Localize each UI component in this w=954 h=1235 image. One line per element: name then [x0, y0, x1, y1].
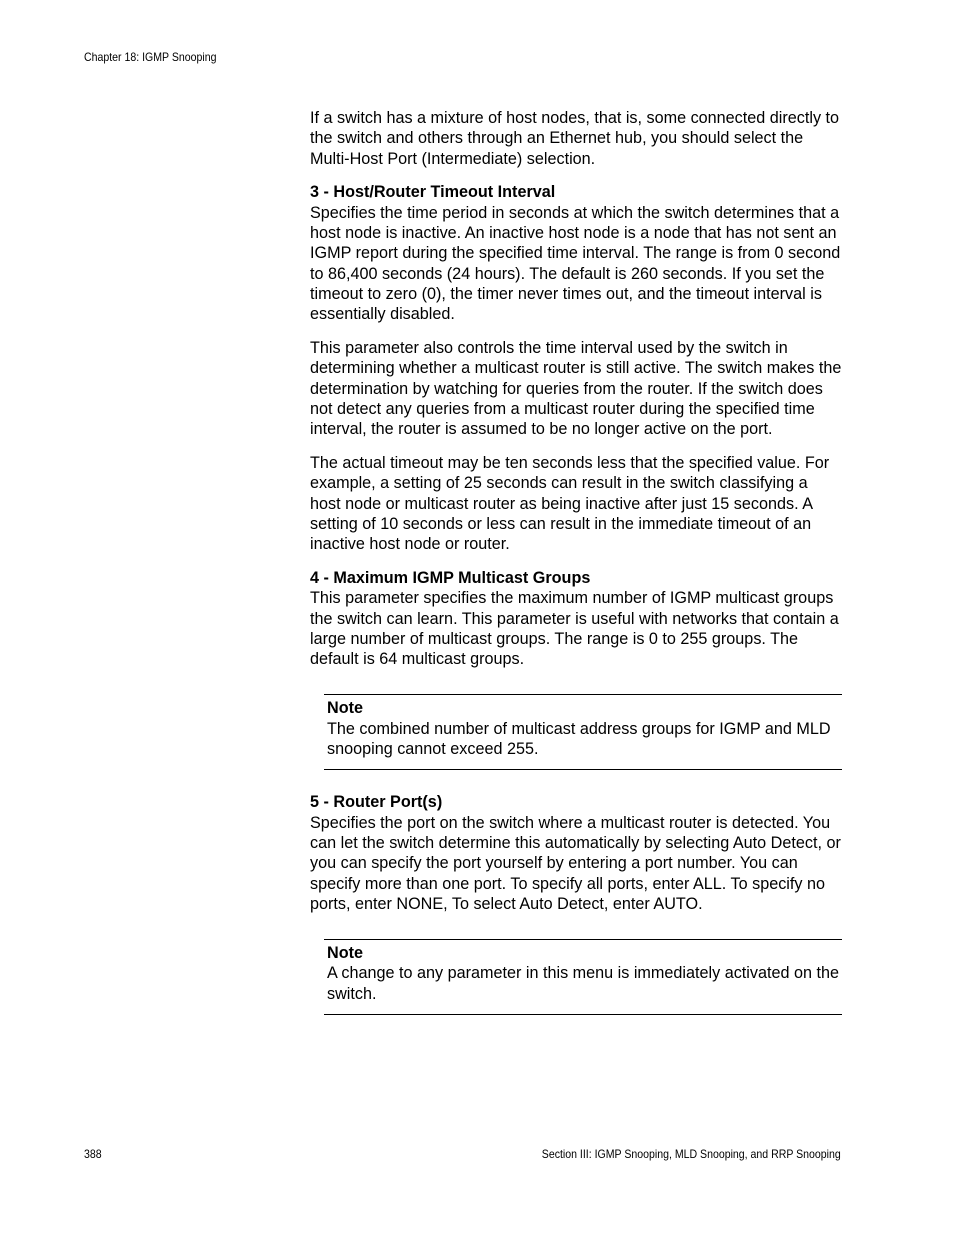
running-header: Chapter 18: IGMP Snooping: [84, 50, 217, 64]
note-text: A change to any parameter in this menu is immediately activated on the switch.: [327, 964, 839, 1003]
section-heading-max-groups: 4 - Maximum IGMP Multicast Groups: [310, 568, 591, 587]
timeout-paragraph-3: The actual timeout may be ten seconds less that the specified value. For example, a setting of 25 seconds can result in the switch classifying a host node or multicast router as being inactive after just 15 seconds. A setting of 10 seconds or less can result in the immediate timeout of an inactive host node or router.: [310, 453, 830, 554]
router-ports-paragraph: Specifies the port on the switch where a multicast router is detected. You can let the switch determine this automatically by selecting Auto Detect, or you can specify the port yourself by entering a port number. You can specify more than one port. To specify all ports, enter ALL. To specify no ports, enter NONE, To select Auto Detect, enter AUTO.: [310, 813, 841, 913]
section-heading-timeout: 3 - Host/Router Timeout Interval: [310, 183, 556, 202]
page-number: 388: [84, 1147, 102, 1161]
timeout-paragraph-2: This parameter also controls the time interval used by the switch in determining whether a multicast router is still active. The switch makes the determination by watching for queries from the router. If the switch does not detect any queries from a multicast router during the specified time interval, the router is assumed to be no longer active on the port.: [310, 338, 842, 439]
section-heading-router-ports: 5 - Router Port(s): [310, 793, 443, 812]
section-router-ports: [310, 792, 842, 914]
note-title: Note: [327, 699, 363, 718]
timeout-paragraph-1: Specifies the time period in seconds at which the switch determines that a host node is inactive. An inactive host node is a node that has not sent an IGMP report during the specified time interval. The range is from 0 second to 86,400 seconds (24 hours). The default is 260 seconds. If you set the timeout to zero (0), the timer never times out, and the timeout interval is essentially disabled.: [310, 203, 841, 324]
max-groups-paragraph: This parameter specifies the maximum number of IGMP multicast groups the switch can learn. This parameter is useful with networks that contain a large number of multicast groups. The range is 0 to 255 groups. The default is 64 multicast groups.: [310, 589, 839, 669]
page-content: [310, 108, 842, 1037]
footer-section-title: Section III: IGMP Snooping, MLD Snooping, and RRP Snooping: [541, 1147, 841, 1161]
section-max-groups: [310, 568, 842, 669]
intro-paragraph: If a switch has a mixture of host nodes, that is, some connected directly to the switch and others through an Ethernet hub, you should select the Multi-Host Port (Intermediate) selection.: [310, 109, 840, 168]
note-title: Note: [327, 944, 363, 963]
section-timeout: [310, 182, 842, 554]
note-box-2: [324, 939, 842, 1015]
note-text: The combined number of multicast address groups for IGMP and MLD snooping cannot exceed 255.: [327, 719, 831, 759]
note-box-1: [324, 694, 842, 770]
